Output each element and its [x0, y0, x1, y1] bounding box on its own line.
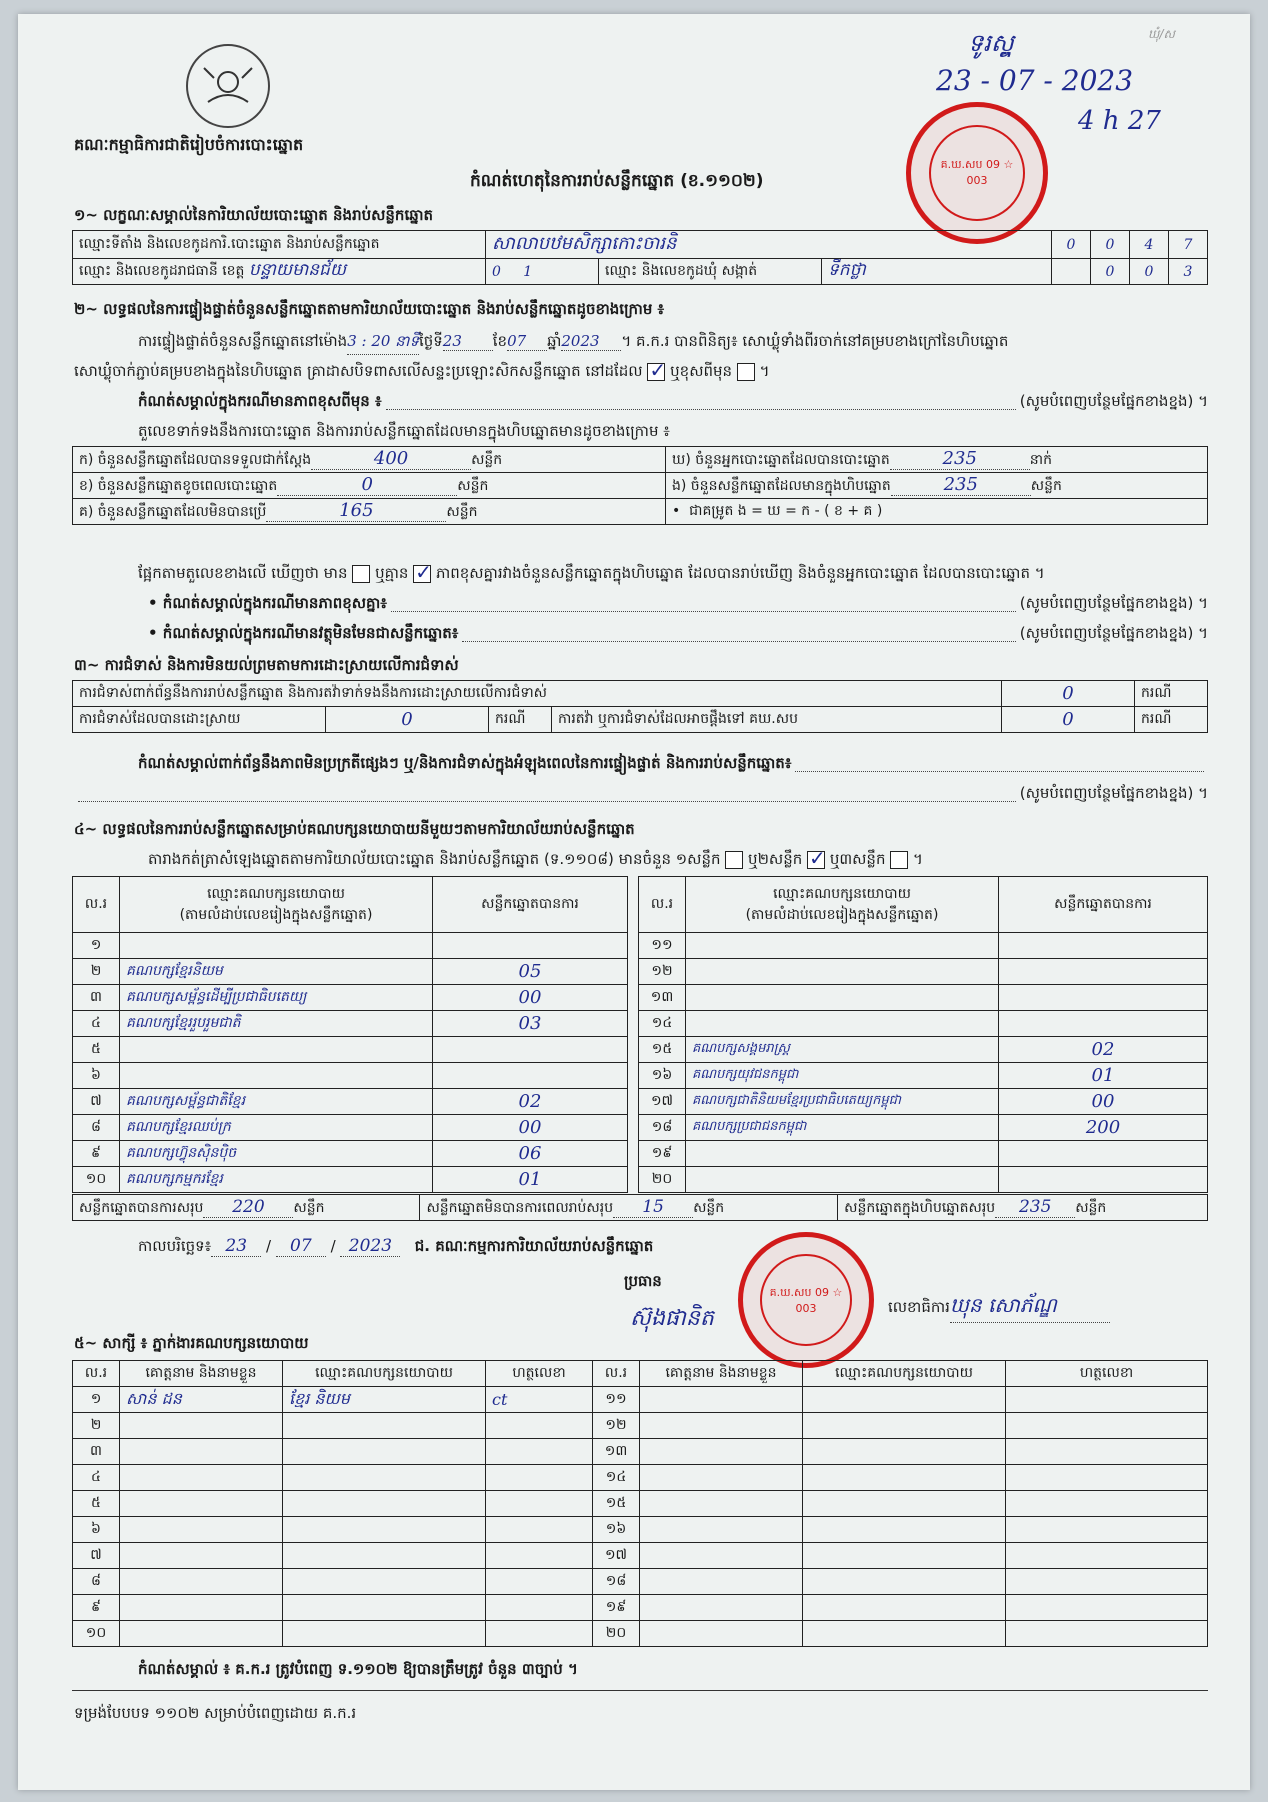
- witness-name: [120, 1595, 283, 1621]
- party-votes: 01: [999, 1063, 1208, 1089]
- row-number: ៧: [73, 1543, 120, 1569]
- footer-note: កំណត់សម្គាល់ ៖ គ.ក.រ ត្រូវបំពេញ ទ.១១០២ ឱ្យបានត្រឹមត្រូវ ចំនួន ៣ច្បាប់ ។: [138, 1660, 578, 1678]
- party-name: [686, 1167, 999, 1193]
- secretary-line: លេខាធិការឃុន សោភ័ណ្ឌ: [888, 1292, 1110, 1323]
- received-ballots-value: 400: [311, 448, 471, 470]
- witness-name: [640, 1569, 803, 1595]
- row-number: ៣: [73, 985, 120, 1011]
- party-name: គណបក្សខ្មែរឈប់ក្រ: [120, 1115, 433, 1141]
- three-sheets-checkbox[interactable]: [890, 851, 908, 869]
- objection-label: ការជំទាស់ពាក់ព័ន្ធនឹងការរាប់សន្លឹកឆ្នោត និងការតវ៉ាទាក់ទងនឹងការដោះស្រាយលើការជំទាស់: [73, 681, 1002, 707]
- row-number: ២: [73, 959, 120, 985]
- row-number: ១៣: [639, 985, 686, 1011]
- row-number: ៩: [73, 1595, 120, 1621]
- witness-name: [120, 1621, 283, 1647]
- witness-party: [803, 1517, 1006, 1543]
- witness-signature: [1006, 1621, 1208, 1647]
- table-row: [73, 933, 628, 959]
- table-row: [639, 1089, 1208, 1115]
- witness-party: [803, 1491, 1006, 1517]
- witness-party: [803, 1595, 1006, 1621]
- witness-table: ល.រ គោត្តនាម និងនាមខ្លួន ឈ្មោះគណបក្សនយោបាយ ហត្ថលេខា ល.រ គោត្តនាម និងនាមខ្លួន ឈ្មោះគណបក្សនយោបាយ ហត្ថលេខា ១ សាន់ ដន ខ្មែរ និយម ct ១១ ២ ១២ ៣ ១៣ ៤ ១៤ ៥ ១៥ ៦ ១៦ ៧ ១៧ ៨ ១៨ ៩ ១៩ ១០ ២០: [72, 1360, 1208, 1647]
- one-sheet-checkbox[interactable]: [725, 851, 743, 869]
- row-number: ៤: [73, 1465, 120, 1491]
- commune-value: ទឹកថ្លា: [822, 259, 1052, 285]
- party-name: គណបក្សហ៊្វុនស៊ិនប៉ិច: [120, 1141, 433, 1167]
- table-row: [73, 1167, 628, 1193]
- chair-label: ប្រធាន: [624, 1272, 662, 1290]
- table-row: [639, 985, 1208, 1011]
- commission-name: គណៈកម្មាធិការជាតិរៀបចំការបោះឆ្នោត: [74, 135, 304, 154]
- row-number: ៣: [73, 1439, 120, 1465]
- witness-name: [640, 1413, 803, 1439]
- row-number: ១៨: [639, 1115, 686, 1141]
- witness-party: [803, 1621, 1006, 1647]
- handwritten-date: 23 - 07 - 2023: [936, 64, 1134, 97]
- chair-signature: ស៊ុងផានិត: [630, 1306, 714, 1331]
- table-row: [73, 1517, 1208, 1543]
- col-votes: សន្លឹកឆ្នោតបានការ: [433, 877, 628, 933]
- party-name: [686, 1141, 999, 1167]
- commune-code-digit: 0: [1130, 259, 1169, 285]
- witness-signature: [1006, 1517, 1208, 1543]
- table-row: [73, 1115, 628, 1141]
- witness-signature: [1006, 1569, 1208, 1595]
- col-no: ល.រ: [73, 877, 120, 933]
- row-number: ១៩: [639, 1141, 686, 1167]
- irregularity-note-2: (សូមបំពេញបន្ថែមផ្នែកខាងខ្នង) ។: [74, 784, 1208, 806]
- note-diff-line: កំណត់សម្គាល់ក្នុងករណីមានភាពខុសពីមុន ៖ (សូមបំពេញបន្ថែមផ្នែកខាងខ្នង) ។: [138, 392, 1208, 410]
- witness-signature: [486, 1491, 593, 1517]
- table-row: [639, 933, 1208, 959]
- row-number: ១៥: [593, 1491, 640, 1517]
- witness-name: [640, 1465, 803, 1491]
- witness-party: [803, 1465, 1006, 1491]
- results-table-right: [638, 876, 1208, 1193]
- witness-name: [120, 1517, 283, 1543]
- table-row: [639, 1037, 1208, 1063]
- row-number: ១៦: [639, 1063, 686, 1089]
- row-number: ១៤: [639, 1011, 686, 1037]
- witness-party: ខ្មែរ និយម: [283, 1387, 486, 1413]
- section5-title: ៥~ សាក្សី ៖ ភ្នាក់ងារគណបក្សនយោបាយ: [74, 1334, 309, 1352]
- witness-signature: [486, 1517, 593, 1543]
- party-name: [686, 959, 999, 985]
- witness-signature: [1006, 1543, 1208, 1569]
- witness-signature: [1006, 1491, 1208, 1517]
- witness-signature: [486, 1413, 593, 1439]
- party-votes: [999, 985, 1208, 1011]
- section1-table: [72, 230, 1208, 285]
- table-row: [639, 1063, 1208, 1089]
- sheet-count-line: តារាងកត់ត្រាសំឡេងឆ្នោតតាមការិយាល័យបោះឆ្នោត និងរាប់សន្លឹកឆ្នោត (ទ.១១០៨) មានចំនួន ១សន្លឹក ឬ២សន្លឹក ✓ ឬ៣សន្លឹក ។: [148, 850, 923, 872]
- resolved-value: 0: [326, 707, 489, 733]
- party-votes: [999, 1167, 1208, 1193]
- col-party: ឈ្មោះគណបក្សនយោបាយ (តាមលំដាប់លេខរៀងក្នុងសន្លឹកឆ្នោត): [686, 877, 999, 933]
- row-number: ១: [73, 933, 120, 959]
- case-unit: ករណី: [1135, 681, 1208, 707]
- row-number: ៧: [73, 1089, 120, 1115]
- row-number: ១២: [593, 1413, 640, 1439]
- election-form-page: [18, 14, 1250, 1790]
- row-number: ៤: [73, 1011, 120, 1037]
- party-votes: 02: [433, 1089, 628, 1115]
- witness-party: [283, 1413, 486, 1439]
- party-name: [686, 985, 999, 1011]
- witness-name: [640, 1387, 803, 1413]
- formula: • ជាគម្រូត ង = ឃ = ក - ( ខ + គ ): [666, 499, 1208, 525]
- section3-title: ៣~ ការជំទាស់ និងការមិនយល់ព្រមតាមការដោះស្រាយលើការជំទាស់: [74, 656, 459, 674]
- resolved-label: ការជំទាស់ដែលបានដោះស្រាយ: [73, 707, 326, 733]
- witness-signature: [1006, 1387, 1208, 1413]
- province-value: បន្ទាយមានជ័យ: [248, 260, 347, 280]
- date-day: 23: [211, 1236, 261, 1257]
- row-number: ១១: [639, 933, 686, 959]
- witness-party: [283, 1465, 486, 1491]
- party-votes: 200: [999, 1115, 1208, 1141]
- table-row: [73, 1439, 1208, 1465]
- table-row: [639, 1011, 1208, 1037]
- witness-party: [803, 1387, 1006, 1413]
- table-row: [73, 1491, 1208, 1517]
- different-checkbox[interactable]: [737, 363, 755, 381]
- party-votes: [999, 933, 1208, 959]
- row-number: ១០: [73, 1621, 120, 1647]
- table-row: [73, 1465, 1208, 1491]
- party-votes: 00: [999, 1089, 1208, 1115]
- location-value: សាលាបឋមសិក្សាកោះចារនិ: [486, 231, 1052, 259]
- table-row: [73, 1387, 1208, 1413]
- row-number: ១៧: [639, 1089, 686, 1115]
- witness-party: [803, 1569, 1006, 1595]
- witness-name: [640, 1621, 803, 1647]
- row-number: ១៧: [593, 1543, 640, 1569]
- witness-signature: [486, 1439, 593, 1465]
- party-name: [120, 933, 433, 959]
- party-votes: [999, 959, 1208, 985]
- party-votes: [433, 1063, 628, 1089]
- witness-party: [803, 1543, 1006, 1569]
- table-row: [73, 1011, 628, 1037]
- row-number: ៦: [73, 1517, 120, 1543]
- row-number: ៨: [73, 1569, 120, 1595]
- party-name: គណបក្សសម្ព័ន្ធជាតិខ្មែរ: [120, 1089, 433, 1115]
- witness-party: [283, 1439, 486, 1465]
- party-votes: 05: [433, 959, 628, 985]
- party-name: គណបក្សខ្មែរនិយម: [120, 959, 433, 985]
- row-number: ១៥: [639, 1037, 686, 1063]
- table-row: [73, 1413, 1208, 1439]
- row-number: ២: [73, 1413, 120, 1439]
- witness-signature: [1006, 1595, 1208, 1621]
- witness-party: [283, 1569, 486, 1595]
- party-name: គណបក្សសម្ព័ន្ធដើម្បីប្រជាធិបតេយ្យ: [120, 985, 433, 1011]
- objection-value: 0: [1002, 681, 1135, 707]
- appeal-label: ការតវ៉ា ឬការជំទាស់ដែលអាចផ្ដឹងទៅ គឃ.សប: [552, 707, 1002, 733]
- witness-party: [283, 1491, 486, 1517]
- verify-line-1: ការផ្ទៀងផ្ទាត់ចំនួនសន្លឹកឆ្នោតនៅម៉ោង3 : 20 នាទីថ្ងៃទី23 ខែ07 ឆ្នាំ2023 ។ គ.ក.រ បានពិនិត្យ៖ សោឃ្លុំទាំងពីរចាក់នៅគម្របខាងក្រៅនៃហិបឆ្នោត: [138, 332, 1008, 355]
- voters-value: 235: [890, 448, 1030, 470]
- party-votes: 03: [433, 1011, 628, 1037]
- party-name: គណបក្សកម្មករខ្មែរ: [120, 1167, 433, 1193]
- row-number: ១១: [593, 1387, 640, 1413]
- location-code-digit: 0: [1091, 231, 1130, 259]
- location-code-digit: 7: [1169, 231, 1208, 259]
- col-party: ឈ្មោះគណបក្សនយោបាយ (តាមលំដាប់លេខរៀងក្នុងសន្លឹកឆ្នោត): [120, 877, 433, 933]
- verify-year: 2023: [561, 332, 621, 351]
- witness-signature: [1006, 1439, 1208, 1465]
- witness-name: [120, 1439, 283, 1465]
- row-number: ២០: [639, 1167, 686, 1193]
- witness-name: [640, 1595, 803, 1621]
- section1-title: ១~ លក្ខណៈសម្គាល់នៃការិយាល័យបោះឆ្នោត និងរាប់សន្លឹកឆ្នោត: [74, 206, 434, 224]
- case-unit: ករណី: [1135, 707, 1208, 733]
- row-number: ៨: [73, 1115, 120, 1141]
- table-row: [639, 959, 1208, 985]
- same-checkbox[interactable]: [647, 363, 665, 381]
- verify-line-2: សោឃ្លុំចាក់ភ្ជាប់គម្របខាងក្នុងនៃហិបឆ្នោត គ្រាដាសបិទពាសលើសន្ទះប្រឡោះសិកសន្លឹកឆ្នោត នៅដដែល ✓ ឬខុសពីមុន ។: [74, 362, 769, 384]
- witness-signature: [486, 1465, 593, 1491]
- table-row: [639, 1115, 1208, 1141]
- col-no: ល.រ: [639, 877, 686, 933]
- section3-table: [72, 680, 1208, 733]
- two-sheets-checkbox[interactable]: [807, 851, 825, 869]
- row-number: ៥: [73, 1491, 120, 1517]
- party-votes: 00: [433, 1115, 628, 1141]
- witness-party: [283, 1595, 486, 1621]
- footer-divider: [72, 1690, 1208, 1691]
- irregularity-note: កំណត់សម្គាល់ពាក់ព័ន្ធនឹងភាពមិនប្រក្រតីផ្សេងៗ ឬ/និងការជំទាស់ក្នុងអំឡុងពេលនៃការផ្ទៀងផ្ទាត់ និងការរាប់សន្លឹកឆ្នោត៖: [138, 754, 1208, 776]
- table-row: [73, 1037, 628, 1063]
- results-table-left: [72, 876, 628, 1193]
- official-seal-top: គ.ឃ.សប 09 ☆ 003: [906, 102, 1048, 244]
- witness-name: [640, 1491, 803, 1517]
- date-month: 07: [276, 1236, 326, 1257]
- verify-time: 3 : 20 នាទី: [347, 332, 419, 355]
- party-name: [686, 1011, 999, 1037]
- spoiled-ballots-value: 0: [277, 474, 457, 496]
- witness-signature: [486, 1621, 593, 1647]
- party-votes: 06: [433, 1141, 628, 1167]
- party-votes: 00: [433, 985, 628, 1011]
- unused-ballots-value: 165: [266, 500, 446, 522]
- section4-title: ៤~ លទ្ធផលនៃការរាប់សន្លឹកឆ្នោតសម្រាប់គណបក្សនយោបាយនីមួយៗតាមការិយាល័យរាប់សន្លឹកឆ្នោត: [74, 820, 635, 838]
- witness-signature: [486, 1569, 593, 1595]
- section2-title: ២~ លទ្ធផលនៃការផ្ទៀងផ្ទាត់ចំនួនសន្លឹកឆ្នោតតាមការិយាល័យបោះឆ្នោត និងរាប់សន្លឹកឆ្នោតដូចខាងក្រោម ៖: [74, 300, 665, 318]
- form-id: ទម្រង់បែបបទ ១១០២ សម្រាប់បំពេញដោយ គ.ក.រ: [74, 1704, 357, 1722]
- has-difference-checkbox[interactable]: [352, 565, 370, 583]
- commission-emblem-icon: [186, 44, 270, 128]
- province-label: ឈ្មោះ និងលេខកូដរាជធានី ខេត្ត បន្ទាយមានជ័យ: [73, 259, 486, 285]
- total-invalid-value: 15: [613, 1197, 693, 1218]
- party-votes: [433, 933, 628, 959]
- witness-name: [120, 1413, 283, 1439]
- row-number: ១៩: [593, 1595, 640, 1621]
- commune-code-digit: 0: [1091, 259, 1130, 285]
- table-row: [73, 1543, 1208, 1569]
- totals-row: សន្លឹកឆ្នោតបានការសរុប 220 សន្លឹក សន្លឹកឆ្នោតមិនបានការពេលរាប់សរុប 15 សន្លឹក សន្លឹកឆ្នោតក្នុងហិបឆ្នោតសរុប 235 សន្លឹក: [72, 1194, 1208, 1221]
- ballots-in-box-value: 235: [891, 474, 1031, 496]
- row-number: ១០: [73, 1167, 120, 1193]
- party-name: [686, 933, 999, 959]
- date-year: 2023: [340, 1236, 400, 1257]
- handwritten-note-1: ទូរស្ព្ទ: [968, 29, 1014, 57]
- row-number: ១៦: [593, 1517, 640, 1543]
- witness-name: [640, 1439, 803, 1465]
- total-valid-value: 220: [203, 1197, 293, 1218]
- row-number: ៩: [73, 1141, 120, 1167]
- total-box-value: 235: [995, 1197, 1075, 1218]
- party-name: [120, 1037, 433, 1063]
- witness-name: [120, 1569, 283, 1595]
- table-row: [639, 1141, 1208, 1167]
- party-votes: [999, 1011, 1208, 1037]
- witness-party: [803, 1413, 1006, 1439]
- secretary-name: ឃុន សោភ័ណ្ឌ: [950, 1292, 1110, 1323]
- row-number: ១៨: [593, 1569, 640, 1595]
- table-row: [73, 1595, 1208, 1621]
- witness-party: [283, 1517, 486, 1543]
- party-votes: 01: [433, 1167, 628, 1193]
- table-row: [639, 1167, 1208, 1193]
- row-number: ១: [73, 1387, 120, 1413]
- table-row: [73, 959, 628, 985]
- row-number: ១២: [639, 959, 686, 985]
- witness-signature: [486, 1595, 593, 1621]
- row-number: ១៣: [593, 1439, 640, 1465]
- table-row: [73, 1063, 628, 1089]
- col-votes: សន្លឹកឆ្នោតបានការ: [999, 877, 1208, 933]
- party-name: [120, 1063, 433, 1089]
- table-row: [73, 1621, 1208, 1647]
- witness-signature: [1006, 1465, 1208, 1491]
- appeal-value: 0: [1002, 707, 1135, 733]
- difference-check-line: ផ្អែកតាមតួលេខខាងលើ ឃើញថា មាន ឬគ្មាន ✓ ភាពខុសគ្នារវាងចំនួនសន្លឹកឆ្នោតក្នុងហិបឆ្នោត ដែលបានរាប់ឃើញ និងចំនួនអ្នកបោះឆ្នោត ដែលបានបោះឆ្នោត ។: [138, 564, 1045, 586]
- witness-party: [283, 1621, 486, 1647]
- party-name: គណបក្សប្រជាជនកម្ពុជា: [686, 1115, 999, 1141]
- row-number: ៥: [73, 1037, 120, 1063]
- commune-code-digit: 3: [1169, 259, 1208, 285]
- witness-name: [120, 1491, 283, 1517]
- table-row: [73, 985, 628, 1011]
- commune-label: ឈ្មោះ និងលេខកូដឃុំ សង្កាត់: [599, 259, 822, 285]
- witness-name: [640, 1543, 803, 1569]
- party-votes: [999, 1141, 1208, 1167]
- numbers-intro: តួលេខទាក់ទងនឹងការបោះឆ្នោត និងការរាប់សន្លឹកឆ្នោតដែលមានក្នុងហិបឆ្នោតមានដូចខាងក្រោម ៖: [138, 422, 670, 440]
- witness-signature: ct: [486, 1387, 593, 1413]
- witness-party: [803, 1439, 1006, 1465]
- handwritten-time: 4 h 27: [1078, 106, 1161, 136]
- verify-month: 07: [507, 332, 547, 351]
- location-code-digit: 0: [1052, 231, 1091, 259]
- witness-party: [283, 1543, 486, 1569]
- party-name: គណបក្សសង្គមរាស្ត្រ: [686, 1037, 999, 1063]
- table-row: [73, 1089, 628, 1115]
- table-row: [73, 1141, 628, 1167]
- table-row: [73, 1569, 1208, 1595]
- party-votes: [433, 1037, 628, 1063]
- section2-numbers-table: ក) ចំនួនសន្លឹកឆ្នោតដែលបានទទួលជាក់ស្ដែង 400 សន្លឹក ឃ) ចំនួនអ្នកបោះឆ្នោតដែលបានបោះឆ្នោត 235 នាក់ ខ) ចំនួនសន្លឹកឆ្នោតខូចពេលបោះឆ្នោត 0 សន្លឹក ង) ចំនួនសន្លឹកឆ្នោតដែលមានក្នុងហិបឆ្នោត 235 សន្លឹក គ) ចំនួនសន្លឹកឆ្នោតដែលមិនបានប្រើ 165 សន្លឹក • ជាគម្រូត ង = ឃ = ក - ( ខ + គ ): [72, 446, 1208, 525]
- bullet-note-1: • កំណត់សម្គាល់ក្នុងករណីមានភាពខុសគ្នា៖ (សូមបំពេញបន្ថែមផ្នែកខាងខ្នង) ។: [148, 594, 1208, 612]
- party-votes: 02: [999, 1037, 1208, 1063]
- party-name: គណបក្សជាតិនិយមខ្មែរប្រជាធិបតេយ្យកម្ពុជា: [686, 1089, 999, 1115]
- verify-day: 23: [443, 332, 493, 351]
- form-title: កំណត់ហេតុនៃការរាប់សន្លឹកឆ្នោត (ខ.១១០២): [470, 171, 764, 191]
- party-name: គណបក្សខ្មែររួបរួមជាតិ: [120, 1011, 433, 1037]
- row-number: ២០: [593, 1621, 640, 1647]
- location-label: ឈ្មោះទីតាំង និងលេខកូដការិ.បោះឆ្នោត និងរាប់សន្លឹកឆ្នោត: [73, 231, 486, 259]
- corner-note: ឃុំ/ស: [1148, 27, 1175, 41]
- witness-name: [120, 1465, 283, 1491]
- no-difference-checkbox[interactable]: [413, 565, 431, 583]
- location-code-digit: 4: [1130, 231, 1169, 259]
- province-code: 0 1: [486, 259, 599, 285]
- case-unit: ករណី: [489, 707, 552, 733]
- party-name: គណបក្សយុវជនកម្ពុជា: [686, 1063, 999, 1089]
- date-line: កាលបរិច្ឆេទ៖ 23 / 07 / 2023 ជ. គណៈកម្មការការិយាល័យរាប់សន្លឹកឆ្នោត: [138, 1236, 654, 1256]
- bullet-note-2: • កំណត់សម្គាល់ក្នុងករណីមានវត្ថុមិនមែនជាសន្លឹកឆ្នោត៖ (សូមបំពេញបន្ថែមផ្នែកខាងខ្នង) ។: [148, 624, 1208, 642]
- witness-signature: [1006, 1413, 1208, 1439]
- witness-name: សាន់ ដន: [120, 1387, 283, 1413]
- row-number: ៦: [73, 1063, 120, 1089]
- witness-signature: [486, 1543, 593, 1569]
- row-number: ១៤: [593, 1465, 640, 1491]
- witness-name: [640, 1517, 803, 1543]
- official-seal-bottom: គ.ឃ.សប 09 ☆ 003: [738, 1232, 874, 1368]
- witness-name: [120, 1543, 283, 1569]
